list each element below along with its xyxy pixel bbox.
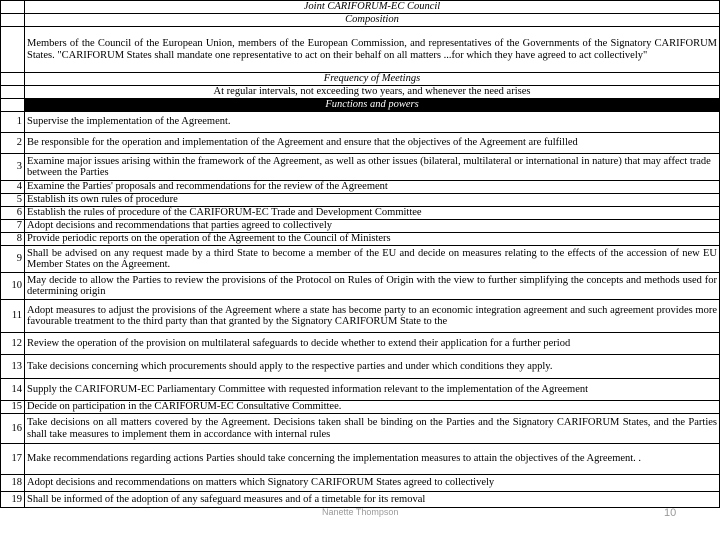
function-number: 1 bbox=[1, 112, 25, 133]
function-number: 10 bbox=[1, 273, 25, 300]
footer-author: Nanette Thompson bbox=[322, 507, 399, 517]
function-text: Take decisions concerning which procurements should apply to the respective parties and under which conditions they apply. bbox=[25, 355, 720, 379]
frequency-heading: Frequency of Meetings bbox=[25, 73, 720, 86]
function-number: 4 bbox=[1, 181, 25, 194]
function-text: Shall be advised on any request made by a third State to become a member of the EU and decide on measures relating to the effects of the accession of new EU Member States on the Agreement. bbox=[25, 246, 720, 273]
function-row bbox=[1, 401, 720, 414]
function-row bbox=[1, 379, 720, 401]
function-text: Decide on participation in the CARIFORUM-EC Consultative Committee. bbox=[25, 401, 720, 414]
function-number: 19 bbox=[1, 492, 25, 508]
function-row bbox=[1, 207, 720, 220]
function-text: Supervise the implementation of the Agreement. bbox=[25, 112, 720, 133]
function-row bbox=[1, 220, 720, 233]
function-text: Examine the Parties' proposals and recommendations for the review of the Agreement bbox=[25, 181, 720, 194]
function-row bbox=[1, 273, 720, 300]
function-number: 17 bbox=[1, 444, 25, 475]
function-text: Examine major issues arising within the framework of the Agreement, as well as other issues (bilateral, multilateral or international in nature) that may affect trade between the Parties bbox=[25, 154, 720, 181]
function-number: 5 bbox=[1, 194, 25, 207]
function-row bbox=[1, 492, 720, 508]
function-text: Take decisions on all matters covered by the Agreement. Decisions taken shall be binding on the Parties and the Signatory CARIFORUM States, and the Parties shall take measures to implement them in accordance with internal rules bbox=[25, 414, 720, 444]
function-row bbox=[1, 300, 720, 333]
table-title: Joint CARIFORUM-EC Council bbox=[25, 1, 720, 14]
function-text: Provide periodic reports on the operation of the Agreement to the Council of Ministers bbox=[25, 233, 720, 246]
function-number: 9 bbox=[1, 246, 25, 273]
function-row bbox=[1, 444, 720, 475]
function-text: Supply the CARIFORUM-EC Parliamentary Committee with requested information relevant to the implementation of the Agreement bbox=[25, 379, 720, 401]
page-number: 10 bbox=[664, 507, 677, 519]
row-number-cell bbox=[1, 1, 25, 14]
function-row bbox=[1, 475, 720, 492]
title-row bbox=[1, 1, 720, 14]
function-number: 7 bbox=[1, 220, 25, 233]
function-text: Make recommendations regarding actions Parties should take concerning the implementation measures to attain the objectives of the Agreement. . bbox=[25, 444, 720, 475]
row-number-cell bbox=[1, 99, 25, 112]
function-number: 8 bbox=[1, 233, 25, 246]
composition-heading-row bbox=[1, 14, 720, 27]
function-number: 14 bbox=[1, 379, 25, 401]
function-text: Establish its own rules of procedure bbox=[25, 194, 720, 207]
function-number: 3 bbox=[1, 154, 25, 181]
row-number-cell bbox=[1, 73, 25, 86]
composition-text: Members of the Council of the European Union, members of the European Commission, and representatives of the Governments of the Signatory CARIFORUM States. "CARIFORUM States shall mandate one representative to act on their behalf on all matters ...for which they have agreed to act collectively" bbox=[25, 27, 720, 73]
function-row bbox=[1, 194, 720, 207]
function-text: Shall be informed of the adoption of any safeguard measures and of a timetable for its removal bbox=[25, 492, 720, 508]
function-number: 18 bbox=[1, 475, 25, 492]
function-text: Adopt measures to adjust the provisions of the Agreement where a state has become party to an economic integration agreement and such agreement provides more favourable treatment to the third party than that granted by the Signatory CARIFORUM State to the bbox=[25, 300, 720, 333]
function-row bbox=[1, 233, 720, 246]
frequency-text: At regular intervals, not exceeding two years, and whenever the need arises bbox=[25, 86, 720, 99]
function-text: Adopt decisions and recommendations on matters which Signatory CARIFORUM States agreed to collectively bbox=[25, 475, 720, 492]
function-number: 15 bbox=[1, 401, 25, 414]
function-number: 16 bbox=[1, 414, 25, 444]
row-number-cell bbox=[1, 86, 25, 99]
function-row bbox=[1, 112, 720, 133]
functions-heading-row bbox=[1, 99, 720, 112]
function-row bbox=[1, 133, 720, 154]
row-number-cell bbox=[1, 27, 25, 73]
function-row bbox=[1, 333, 720, 355]
function-number: 11 bbox=[1, 300, 25, 333]
function-row bbox=[1, 246, 720, 273]
function-text: Establish the rules of procedure of the CARIFORUM-EC Trade and Development Committee bbox=[25, 207, 720, 220]
function-number: 12 bbox=[1, 333, 25, 355]
frequency-heading-row bbox=[1, 73, 720, 86]
frequency-text-row bbox=[1, 86, 720, 99]
function-row bbox=[1, 154, 720, 181]
function-text: Review the operation of the provision on multilateral safeguards to decide whether to extend their application for a further period bbox=[25, 333, 720, 355]
composition-text-row bbox=[1, 27, 720, 73]
row-number-cell bbox=[1, 14, 25, 27]
function-text: May decide to allow the Parties to review the provisions of the Protocol on Rules of Origin with the view to further simplifying the concepts and methods used for determining origin bbox=[25, 273, 720, 300]
function-row bbox=[1, 355, 720, 379]
composition-heading: Composition bbox=[25, 14, 720, 27]
function-number: 13 bbox=[1, 355, 25, 379]
function-text: Be responsible for the operation and implementation of the Agreement and ensure that the objectives of the Agreement are fulfilled bbox=[25, 133, 720, 154]
function-number: 6 bbox=[1, 207, 25, 220]
function-number: 2 bbox=[1, 133, 25, 154]
function-row bbox=[1, 181, 720, 194]
function-text: Adopt decisions and recommendations that parties agreed to collectively bbox=[25, 220, 720, 233]
function-row bbox=[1, 414, 720, 444]
functions-heading: Functions and powers bbox=[25, 99, 720, 112]
